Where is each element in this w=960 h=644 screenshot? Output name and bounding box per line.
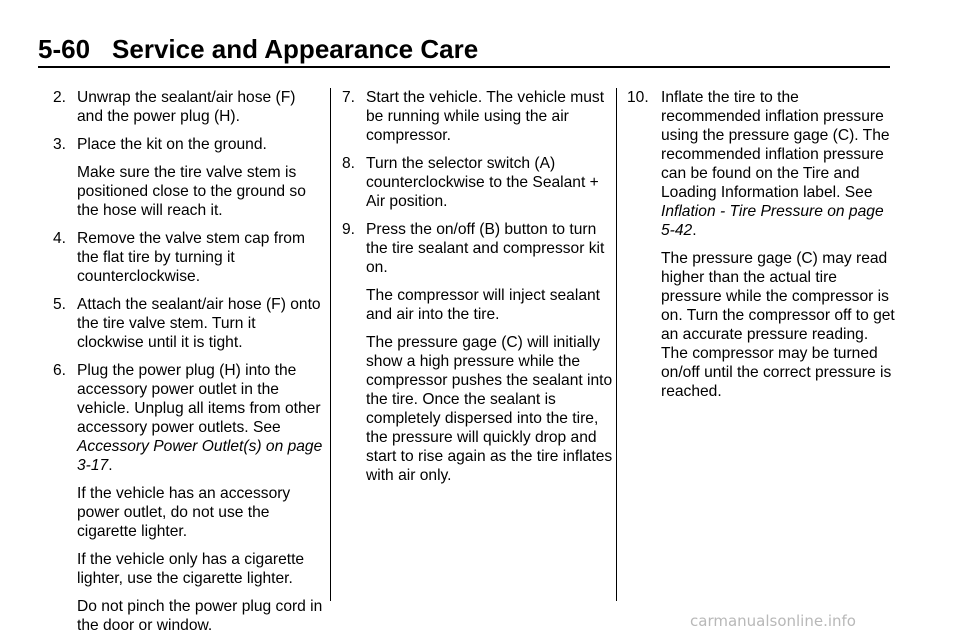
note-paragraph — [77, 597, 325, 635]
note-paragraph — [366, 286, 614, 324]
step-item — [342, 88, 614, 145]
watermark: carmanualsonline.info — [690, 612, 856, 630]
note-paragraph — [77, 484, 325, 541]
step-text — [77, 361, 325, 475]
cross-reference-link[interactable]: Accessory Power Outlet(s) on page 3-17 — [77, 438, 323, 474]
body-text: The compressor will inject sealant and air into the tire. — [366, 287, 600, 323]
note-paragraph — [77, 550, 325, 588]
body-text: Remove the valve stem cap from the flat tire by turning it counterclockwise. — [77, 230, 305, 285]
step-text — [661, 88, 899, 240]
body-text: Make sure the tire valve stem is positioned close to the ground so the hose will reach it. — [77, 164, 306, 219]
step-item — [53, 229, 325, 286]
step-text — [77, 295, 325, 352]
body-text: Plug the power plug (H) into the accessory power outlet in the vehicle. Unplug all items from other accessory power outlets. See — [77, 362, 321, 436]
body-text: Unwrap the sealant/air hose (F) and the power plug (H). — [77, 89, 296, 125]
cross-reference-link[interactable]: Inflation - Tire Pressure on page 5-42 — [661, 203, 884, 239]
step-number: 7. — [342, 89, 356, 106]
step-item — [627, 88, 899, 240]
step-number: 10. — [627, 89, 649, 106]
header-rule — [38, 66, 890, 68]
step-item — [53, 88, 325, 126]
column-divider-2 — [616, 88, 617, 601]
body-text: If the vehicle has an accessory power outlet, do not use the cigarette lighter. — [77, 485, 291, 540]
step-item — [342, 220, 614, 277]
body-text: Start the vehicle. The vehicle must be running while using the air compressor. — [366, 89, 605, 144]
trailing-punctuation: . — [692, 222, 697, 239]
body-text: The pressure gage (C) will initially show a high pressure while the compressor pushes the sealant into the tire. Once the sealant is completely dispersed into the tire, the pressure will quickly drop and start to rise again as the tire inflates with air only. — [366, 334, 613, 484]
step-number: 3. — [53, 136, 67, 153]
body-text: If the vehicle only has a cigarette lighter, use the cigarette lighter. — [77, 551, 305, 587]
column-2 — [342, 88, 614, 494]
body-text: Press the on/off (B) button to turn the tire sealant and compressor kit on. — [366, 221, 605, 276]
step-number: 4. — [53, 230, 67, 247]
column-3 — [627, 88, 899, 410]
step-number: 5. — [53, 296, 67, 313]
page-header — [38, 32, 890, 66]
body-text: Attach the sealant/air hose (F) onto the tire valve stem. Turn it clockwise until it is tight. — [77, 296, 321, 351]
body-text: Turn the selector switch (A) counterclockwise to the Sealant + Air position. — [366, 155, 599, 210]
body-text: Place the kit on the ground. — [77, 136, 267, 153]
step-text — [77, 88, 325, 126]
page-number: 5-60 — [38, 34, 91, 64]
step-text — [366, 154, 614, 211]
body-text: Do not pinch the power plug cord in the door or window. — [77, 598, 323, 634]
step-text — [77, 135, 325, 154]
section-title: Service and Appearance Care — [112, 34, 479, 64]
step-text — [366, 88, 614, 145]
step-item — [53, 295, 325, 352]
body-text: The pressure gage (C) may read higher than the actual tire pressure while the compressor is on. Turn the compressor off to get an accurate pressure reading. The compressor may be turned on/off until the correct pressure is reached. — [661, 250, 895, 400]
body-text: Inflate the tire to the recommended inflation pressure using the pressure gage (C). The recommended inflation pressure can be found on the Tire and Loading Information label. See — [661, 89, 890, 201]
column-divider-1 — [330, 88, 331, 601]
step-number: 6. — [53, 362, 67, 379]
step-number: 8. — [342, 155, 356, 172]
step-text — [77, 229, 325, 286]
step-item — [53, 135, 325, 154]
note-paragraph — [366, 333, 614, 485]
trailing-punctuation: . — [108, 457, 113, 474]
step-item — [342, 154, 614, 211]
step-item — [53, 361, 325, 475]
step-text — [366, 220, 614, 277]
note-paragraph — [77, 163, 325, 220]
step-number: 2. — [53, 89, 67, 106]
column-1 — [53, 88, 325, 644]
step-number: 9. — [342, 221, 356, 238]
note-paragraph — [661, 249, 899, 401]
